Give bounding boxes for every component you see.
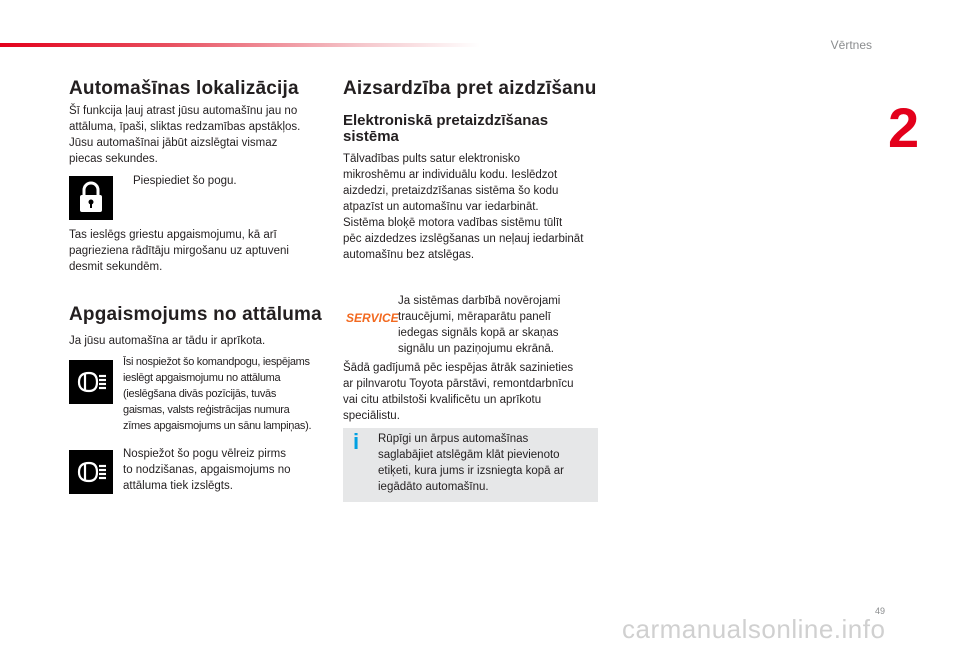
text-line: Šādā gadījumā pēc iespējas ātrāk sazinieties [343, 362, 574, 374]
text-line: pēc aizdedzes izslēgšanas un neļauj iedarbināt [343, 233, 584, 245]
lighting-intro: Ja jūsu automašīna ar tādu ir aprīkota. [69, 335, 266, 347]
vehicle-location-intro [69, 103, 329, 167]
text-line: attāluma tiek izslēgts. [123, 480, 233, 492]
headlight-button-image-2 [69, 450, 113, 494]
text-line: attāluma, īpaši, sliktas redzamības apstākļos. [69, 121, 301, 133]
text-line: Jūsu automašīnai jābūt aizslēgtai vismaz [69, 137, 278, 149]
text-line: to nodzišanas, apgaismojums no [123, 464, 291, 476]
text-line: Šī funkcija ļauj atrast jūsu automašīnu jau no [69, 105, 298, 117]
text-line: mikroshēmu ar individuālu kodu. Ieslēdzot [343, 169, 558, 181]
headlight-icon [75, 370, 107, 394]
text-line: Rūpīgi un ārpus automašīnas [378, 433, 529, 445]
text-line: desmit sekundēm. [69, 261, 163, 273]
lock-instruction [125, 173, 325, 190]
section-name: Vērtnes [830, 38, 872, 52]
text-line: speciālistu. [343, 410, 400, 422]
contact-text [343, 360, 608, 424]
text-line: Tas ieslēgs griestu apgaismojumu, kā arī [69, 229, 277, 241]
text-line: etiķeti, kura jums ir izsniegta kopā ar [378, 465, 564, 477]
text-line: Īsi nospiežot šo komandpogu, iespējams [123, 356, 310, 368]
headlight-button-image-1 [69, 360, 113, 404]
text-line: Ja sistēmas darbībā novērojami [398, 295, 561, 307]
subtitle-immobiliser [343, 113, 583, 145]
lock-icon [76, 181, 106, 215]
text-line: iegādāto automašīnu. [378, 481, 489, 493]
title-remote-lighting: Apgaismojums no attāluma [69, 304, 322, 325]
text-line: atpazīst un automašīnu var iedarbināt. [343, 201, 539, 213]
headlight-icon [75, 460, 107, 484]
text-line: saglabājiet atslēgām klāt pievienoto [378, 449, 560, 461]
title-vehicle-location: Automašīnas lokalizācija [69, 78, 299, 99]
text-line: aizdedzi, pretaizdzīšanas sistēma šo kodu [343, 185, 559, 197]
text-line: pagrieziena rādītāju mirgošanu uz aptuveni [69, 245, 289, 257]
lock-button-image [69, 176, 113, 220]
text-line: Tālvadības pults satur elektronisko [343, 153, 521, 165]
title-anti-theft: Aizsardzība pret aizdzīšanu [343, 78, 597, 99]
text-line: ar pilnvarotu Toyota pārstāvi, remontdarbnīcu [343, 378, 574, 390]
info-icon: i [353, 429, 360, 454]
text-line: Sistēma bloķē motora vadības sistēmu tūlīt [343, 217, 563, 229]
text-line: zīmes apgaismojums un sānu lampiņas). [123, 420, 312, 432]
info-text [378, 431, 593, 495]
lighting-press-text [123, 354, 333, 434]
lighting-press-again-text [123, 446, 333, 494]
text-line: Nospiežot šo pogu vēlreiz pirms [123, 448, 286, 460]
after-lock-text [69, 227, 329, 275]
page-number: 49 [875, 606, 886, 616]
text-line: automašīnu bez atslēgas. [343, 249, 475, 261]
chapter-number: 2 [888, 96, 920, 159]
service-text [398, 293, 603, 357]
text-line: sistēma [343, 128, 399, 145]
text-line: piecas sekundes. [69, 153, 158, 165]
watermark: carmanualsonline.info [622, 614, 886, 644]
text-line: signālu un paziņojumu ekrānā. [398, 343, 554, 355]
header-accent-bar [0, 43, 480, 47]
text-line: vai citu atbilstoši kvalificētu un aprīkotu [343, 394, 542, 406]
service-warning-icon: SERVICE [346, 311, 399, 325]
text-line: gaismas, valsts reģistrācijas numura [123, 404, 290, 416]
text-line: (ieslēgšana divās pozīcijās, tuvās [123, 388, 277, 400]
immobiliser-body [343, 151, 608, 263]
text-line: iedegas signāls kopā ar skaņas [398, 327, 559, 339]
lock-instruction-text: Piespiediet šo pogu. [133, 175, 237, 187]
text-line: traucējumi, mēraparātu panelī [398, 311, 551, 323]
text-line: ieslēgt apgaismojumu no attāluma [123, 372, 281, 384]
text-line: Elektroniskā pretaizdzīšanas [343, 112, 549, 129]
